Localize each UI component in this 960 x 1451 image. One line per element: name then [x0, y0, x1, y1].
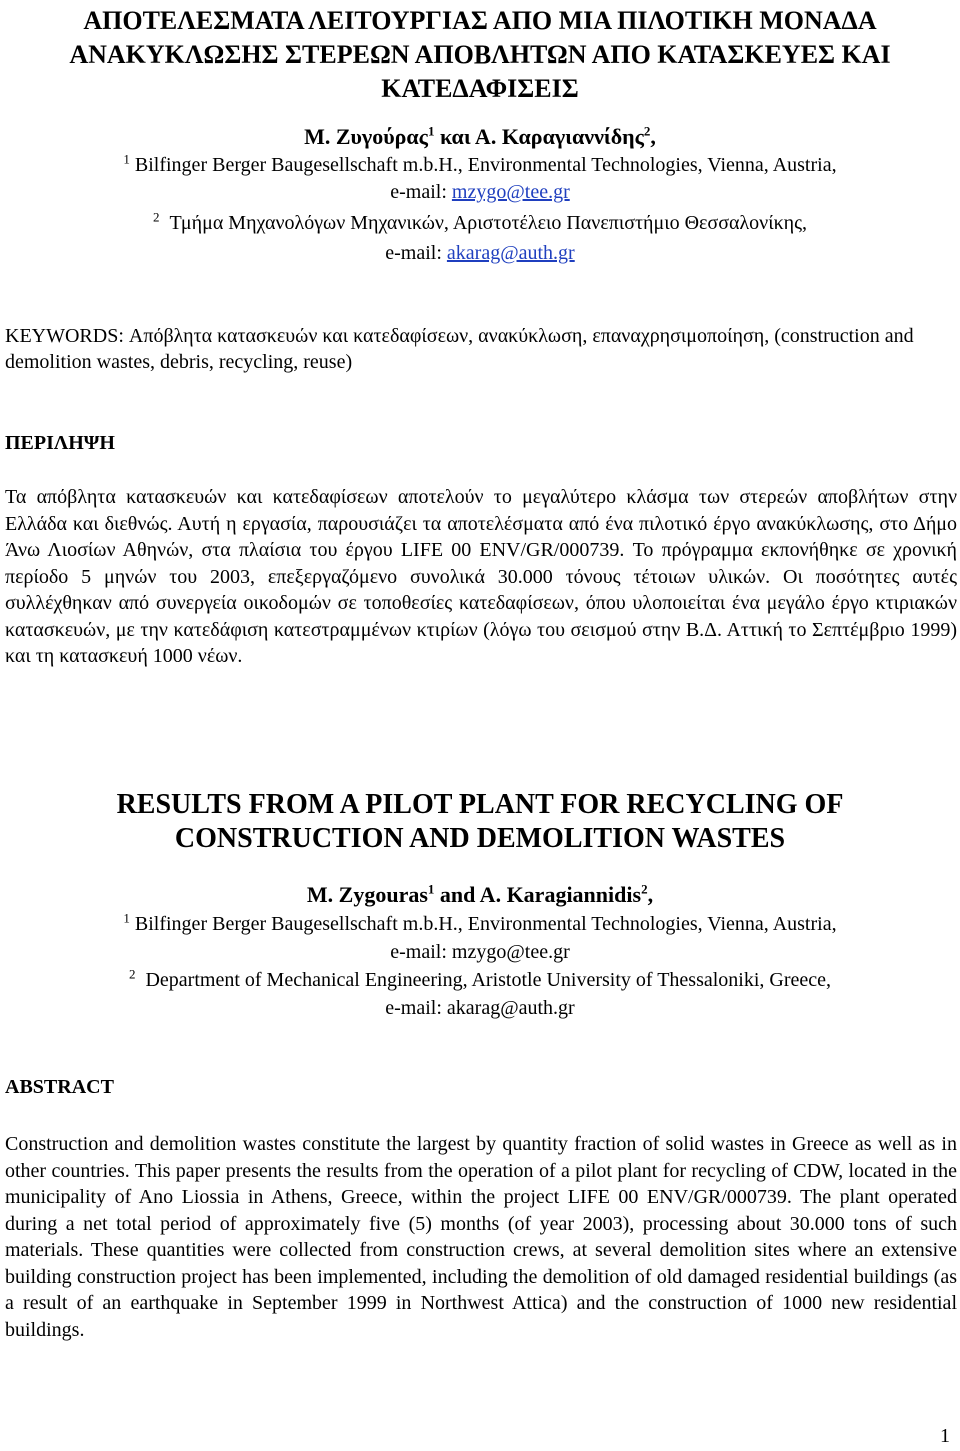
english-email-1: e-mail: mzygo@tee.gr	[390, 941, 570, 963]
email-prefix: e-mail:	[385, 242, 447, 264]
abstract-text: Construction and demolition wastes constitute the largest by quantity fraction of solid wastes in Greece as well as in other countries. This paper presents the results from the operation of a pilot plant for recycling of CDW, located in the municipality of Ano Liossia in Athens, Greece, within the project LIFE 00 ENV/GR/000739. The plant operated during a net total period of approximately five (5) months (of year 2003), processing about 30.000 tons of such materials. These quantities were collected from construction crews, at several demolition sites where an extensive building construction project has been implemented, including the demolition of old damaged residential buildings (as a result of an earthquake in September 1999 in Northwest Attica) and the construction of 1000 new residential buildings.	[5, 1133, 957, 1341]
greek-email-2	[0, 240, 960, 266]
author-2-mark: 2	[641, 881, 648, 897]
english-author-1: M. Zygouras	[306, 882, 428, 907]
greek-authors	[0, 124, 960, 150]
aff-2-mark: 2	[128, 966, 136, 982]
greek-author-2: και Α. Καραγιαννίδης	[434, 124, 644, 149]
greek-aff-2-text: Τμήμα Μηχανολόγων Μηχανικών, Αριστοτέλειο Πανεπιστήμιο Θεσσαλονίκης,	[169, 212, 808, 234]
summary-heading: ΠΕΡΙΛΗΨΗ	[5, 432, 115, 454]
greek-email-1	[0, 179, 960, 205]
greek-affiliation-2	[0, 210, 960, 236]
summary-text: Τα απόβλητα κατασκευών και κατεδαφίσεων αποτελούν το μεγαλύτερο κλάσμα των στερεών αποβλήτων στην Ελλάδα και διεθνώς. Αυτή η εργασία, παρουσιάζει τα αποτελέσματα από ένα πιλοτικό έργο ανακύκλωσης, στο Δήμο Άνω Λιοσίων Αθηνών, στα πλαίσια του έργου LIFE 00 ENV/GR/000739. Το πρόγραμμα εκπονήθηκε σε χρονική περίοδο 5 μηνών του 2003, επεξεργαζόμενο συνολικά 30.000 τόνους τέτοιων υλικών. Οι ποσότητες αυτές συλλέχθηκαν από συνεργεία οικοδομών σε τοποθεσίες κατεδαφίσεων, όπου υλοποιείται ένα μεγάλο έργο κτιριακών κατασκευών, με την κατεδάφιση κατεστραμμένων κτιρίων (λόγω του σεισμού στην Β.Δ. Αττική το Σεπτέμβριο 1999) και τη κατασκευή 1000 νέων.	[5, 486, 957, 667]
author-1-mark: 1	[427, 123, 435, 139]
comma: ,	[647, 882, 654, 907]
page-number: 1	[940, 1425, 950, 1447]
english-affiliation-1	[0, 911, 960, 937]
english-email-2: e-mail: akarag@auth.gr	[385, 997, 575, 1019]
email-link-1[interactable]: mzygo@tee.gr	[451, 181, 570, 203]
english-author-2: and A. Karagiannidis	[434, 882, 642, 907]
aff-1-mark: 1	[123, 910, 130, 926]
english-title: RESULTS FROM A PILOT PLANT FOR RECYCLING OF CONSTRUCTION AND DEMOLITION WASTES	[116, 789, 844, 854]
english-aff-1-text: Bilfinger Berger Baugesellschaft m.b.H., Environmental Technologies, Vienna, Austria,	[134, 913, 837, 935]
comma: ,	[650, 124, 656, 149]
aff-2-mark: 2	[152, 209, 160, 225]
keywords-text: : Απόβλητα κατασκευών και κατεδαφίσεων, ανακύκλωση, επαναχρησιμοποίηση, (construction and demolition wastes, debris, recycling, reuse)	[5, 325, 914, 373]
greek-author-1: Μ. Ζυγούρας	[304, 124, 428, 149]
aff-1-mark: 1	[123, 151, 130, 167]
abstract-heading: ABSTRACT	[5, 1076, 114, 1098]
english-affiliation-2	[0, 967, 960, 993]
english-aff-2-text: Department of Mechanical Engineering, Aristotle University of Thessaloniki, Greece,	[145, 969, 832, 991]
greek-affiliation-1	[0, 152, 960, 178]
author-1-mark: 1	[427, 881, 435, 897]
keywords-label: KEYWORDS	[5, 325, 119, 347]
greek-aff-1-text: Bilfinger Berger Baugesellschaft m.b.H., Environmental Technologies, Vienna, Austria,	[134, 154, 837, 176]
email-link-2[interactable]: akarag@auth.gr	[446, 242, 575, 264]
email-prefix: e-mail:	[390, 181, 452, 203]
greek-title: ΑΠΟΤΕΛΕΣΜΑΤΑ ΛΕΙΤΟΥΡΓΙΑΣ ΑΠΟ ΜΙΑ ΠΙΛΟΤΙΚΗ ΜΟΝΑΔΑ ΑΝΑΚΥΚΛΩΣΗΣ ΣΤΕΡΕΩΝ ΑΠΟΒΛΗΤΩΝ ΑΠΟ ΚΑΤΑΣΚΕΥΕΣ ΚΑΙ ΚΑΤΕΔΑΦΙΣΕΙΣ	[69, 6, 891, 103]
english-authors	[0, 882, 960, 908]
author-2-mark: 2	[643, 123, 651, 139]
keywords	[5, 323, 957, 375]
